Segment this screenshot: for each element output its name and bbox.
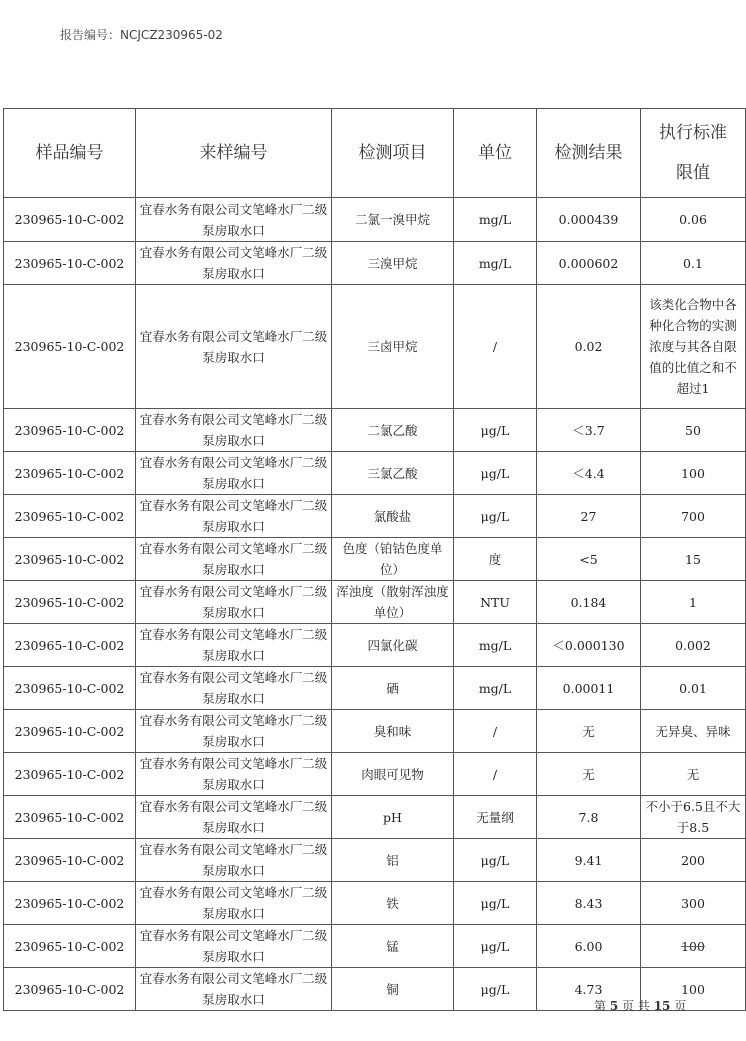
cell-item: 四氯化碳 [332,624,454,667]
cell-item: 浑浊度（散射浑浊度单位） [332,581,454,624]
cell-unit: μg/L [454,968,537,1011]
cell-source: 宜春水务有限公司文笔峰水厂二级泵房取水口 [136,710,332,753]
cell-unit: mg/L [454,198,537,242]
col-header-limit: 执行标准限值 [641,109,746,198]
table-row [4,624,746,667]
cell-item: 二氯一溴甲烷 [332,198,454,242]
cell-item: 三卤甲烷 [332,285,454,409]
cell-source: 宜春水务有限公司文笔峰水厂二级泵房取水口 [136,796,332,839]
cell-sample-no: 230965-10-C-002 [4,495,136,538]
cell-limit: 无异臭、异味 [641,710,746,753]
cell-result: 8.43 [537,882,641,925]
cell-limit: 100 [641,452,746,495]
table-row [4,710,746,753]
cell-sample-no: 230965-10-C-002 [4,796,136,839]
cell-unit: NTU [454,581,537,624]
cell-result: 27 [537,495,641,538]
cell-result: 0.00011 [537,667,641,710]
cell-sample-no: 230965-10-C-002 [4,242,136,285]
cell-source: 宜春水务有限公司文笔峰水厂二级泵房取水口 [136,242,332,285]
cell-result: 7.8 [537,796,641,839]
cell-source: 宜春水务有限公司文笔峰水厂二级泵房取水口 [136,624,332,667]
cell-source: 宜春水务有限公司文笔峰水厂二级泵房取水口 [136,667,332,710]
cell-sample-no: 230965-10-C-002 [4,285,136,409]
cell-item: 氯酸盐 [332,495,454,538]
cell-item: 锰 [332,925,454,968]
cell-item: 三溴甲烷 [332,242,454,285]
cell-result: 9.41 [537,839,641,882]
table-row [4,796,746,839]
cell-unit: μg/L [454,839,537,882]
cell-result: 6.00 [537,925,641,968]
cell-item: 臭和味 [332,710,454,753]
cell-limit: 0.002 [641,624,746,667]
cell-source: 宜春水务有限公司文笔峰水厂二级泵房取水口 [136,581,332,624]
cell-unit: μg/L [454,925,537,968]
cell-unit: mg/L [454,667,537,710]
cell-item: 色度（铂钴色度单位） [332,538,454,581]
col-header-item: 检测项目 [332,109,454,198]
table-row [4,452,746,495]
cell-sample-no: 230965-10-C-002 [4,710,136,753]
cell-result: 0.184 [537,581,641,624]
cell-limit: 100 [641,968,746,1011]
cell-source: 宜春水务有限公司文笔峰水厂二级泵房取水口 [136,285,332,409]
test-results-table [3,108,746,1011]
cell-limit: 50 [641,409,746,452]
cell-sample-no: 230965-10-C-002 [4,753,136,796]
cell-unit: 无量纲 [454,796,537,839]
cell-limit: 700 [641,495,746,538]
cell-unit: / [454,753,537,796]
cell-limit: 无 [641,753,746,796]
cell-result: 无 [537,753,641,796]
cell-source: 宜春水务有限公司文笔峰水厂二级泵房取水口 [136,839,332,882]
cell-sample-no: 230965-10-C-002 [4,925,136,968]
cell-source: 宜春水务有限公司文笔峰水厂二级泵房取水口 [136,882,332,925]
cell-limit: 0.06 [641,198,746,242]
table-row [4,882,746,925]
col-header-result: 检测结果 [537,109,641,198]
table-row [4,495,746,538]
cell-sample-no: 230965-10-C-002 [4,968,136,1011]
report-number: 报告编号：NCJCZ230965-02 [60,28,223,42]
cell-sample-no: 230965-10-C-002 [4,409,136,452]
cell-result: ＜4.4 [537,452,641,495]
cell-sample-no: 230965-10-C-002 [4,882,136,925]
cell-result: 0.02 [537,285,641,409]
cell-result: 无 [537,710,641,753]
cell-result: 0.000602 [537,242,641,285]
cell-source: 宜春水务有限公司文笔峰水厂二级泵房取水口 [136,538,332,581]
cell-limit: 1 [641,581,746,624]
cell-unit: mg/L [454,242,537,285]
cell-item: 硒 [332,667,454,710]
table-row [4,242,746,285]
cell-unit: mg/L [454,624,537,667]
cell-unit: μg/L [454,495,537,538]
cell-unit: μg/L [454,882,537,925]
cell-sample-no: 230965-10-C-002 [4,581,136,624]
table-row [4,409,746,452]
table-row [4,839,746,882]
col-header-source: 来样编号 [136,109,332,198]
col-header-unit: 单位 [454,109,537,198]
table-row [4,538,746,581]
cell-item: 二氯乙酸 [332,409,454,452]
cell-source: 宜春水务有限公司文笔峰水厂二级泵房取水口 [136,753,332,796]
page-suffix: 页 [674,999,687,1013]
cell-sample-no: 230965-10-C-002 [4,839,136,882]
cell-limit: 不小于6.5且不大于8.5 [641,796,746,839]
table-row [4,198,746,242]
cell-result: 0.000439 [537,198,641,242]
cell-limit: 0.1 [641,242,746,285]
cell-result: ＜0.000130 [537,624,641,667]
cell-limit: 300 [641,882,746,925]
cell-limit: 200 [641,839,746,882]
cell-sample-no: 230965-10-C-002 [4,624,136,667]
cell-item: 铜 [332,968,454,1011]
cell-item: pH [332,796,454,839]
cell-limit: 该类化合物中各种化合物的实测浓度与其各自限值的比值之和不超过1 [641,285,746,409]
cell-source: 宜春水务有限公司文笔峰水厂二级泵房取水口 [136,925,332,968]
table-header-row [4,109,746,198]
cell-limit: 0.01 [641,667,746,710]
cell-source: 宜春水务有限公司文笔峰水厂二级泵房取水口 [136,495,332,538]
cell-result: <5 [537,538,641,581]
table-row [4,285,746,409]
page-prefix: 第 [594,999,607,1013]
cell-sample-no: 230965-10-C-002 [4,452,136,495]
cell-sample-no: 230965-10-C-002 [4,667,136,710]
cell-result: ＜3.7 [537,409,641,452]
cell-unit: / [454,285,537,409]
cell-unit: μg/L [454,409,537,452]
cell-unit: 度 [454,538,537,581]
page-current: 5 [609,999,619,1013]
cell-item: 铝 [332,839,454,882]
cell-source: 宜春水务有限公司文笔峰水厂二级泵房取水口 [136,452,332,495]
table-row [4,581,746,624]
cell-source: 宜春水务有限公司文笔峰水厂二级泵房取水口 [136,409,332,452]
table-row [4,925,746,968]
cell-unit: μg/L [454,452,537,495]
col-header-sample-no: 样品编号 [4,109,136,198]
cell-limit: 100 [641,925,746,968]
cell-unit: / [454,710,537,753]
cell-item: 铁 [332,882,454,925]
cell-item: 肉眼可见物 [332,753,454,796]
cell-sample-no: 230965-10-C-002 [4,198,136,242]
table-row [4,753,746,796]
page-total: 15 [653,999,671,1013]
cell-sample-no: 230965-10-C-002 [4,538,136,581]
cell-result: 4.73 [537,968,641,1011]
page-number [594,997,686,1014]
cell-source: 宜春水务有限公司文笔峰水厂二级泵房取水口 [136,198,332,242]
cell-source: 宜春水务有限公司文笔峰水厂二级泵房取水口 [136,968,332,1011]
table-row [4,667,746,710]
page-mid: 页 共 [622,999,650,1013]
cell-item: 三氯乙酸 [332,452,454,495]
cell-limit: 15 [641,538,746,581]
